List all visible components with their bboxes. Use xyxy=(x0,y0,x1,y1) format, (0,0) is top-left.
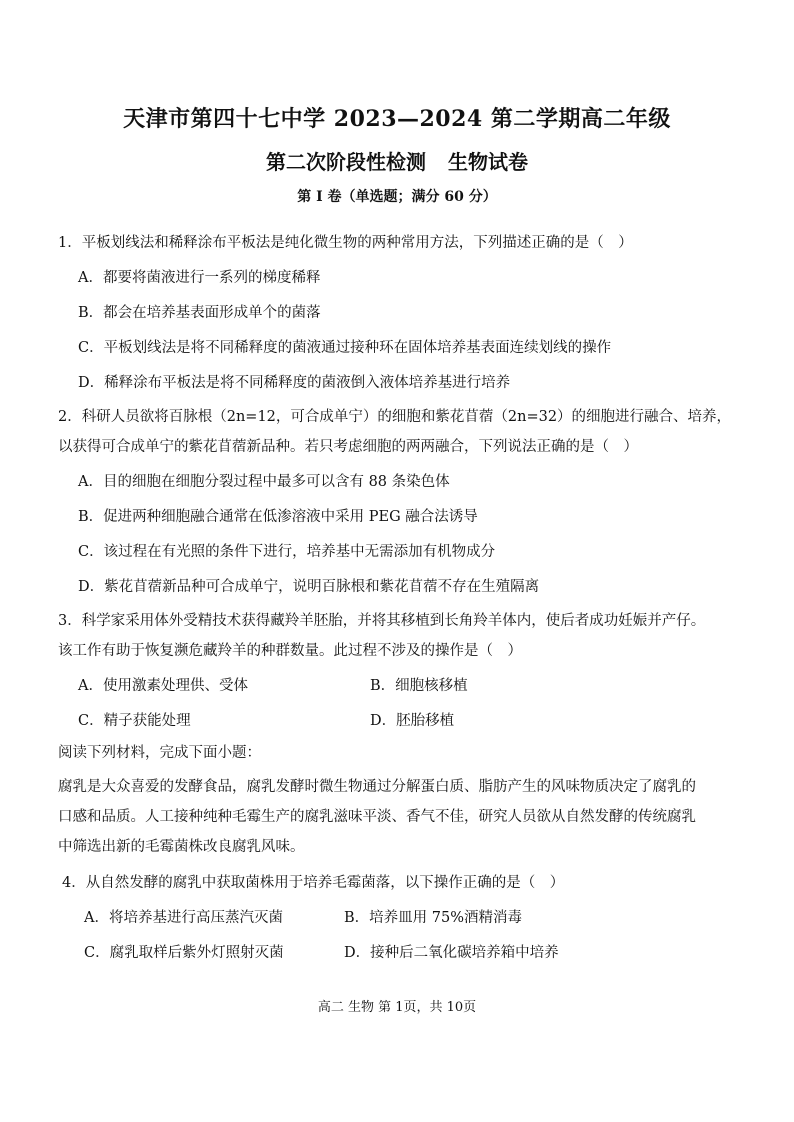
question-1-stem: 1．平板划线法和稀释涂布平板法是纯化微生物的两种常用方法，下列描述正确的是（ ） xyxy=(58,235,633,251)
reading-paragraph-line-1: 腐乳是大众喜爱的发酵食品，腐乳发酵时微生物通过分解蛋白质、脂肪产生的风味物质决定了腐乳的 xyxy=(58,779,696,795)
question-3-stem-line-2: 该工作有助于恢复濒危藏羚羊的种群数量。此过程不涉及的操作是（ ） xyxy=(58,643,522,659)
question-3-option-c: C．精子获能处理 xyxy=(78,713,191,729)
question-2-option-a: A．目的细胞在细胞分裂过程中最多可以含有 88 条染色体 xyxy=(78,474,450,490)
question-4-option-b: B．培养皿用 75%酒精消毒 xyxy=(344,910,522,926)
question-4-stem: 4．从自然发酵的腐乳中获取菌株用于培养毛霉菌落，以下操作正确的是（ ） xyxy=(62,875,565,891)
question-4-options-row-2 xyxy=(58,942,758,964)
question-3-stem-line-1: 3．科学家采用体外受精技术获得藏羚羊胚胎，并将其移植到长角羚羊体内，使后者成功妊娠并产仔。 xyxy=(58,613,706,629)
exam-title-stage: 第二次阶段性检测 xyxy=(266,150,426,174)
question-4-options-row-1 xyxy=(58,907,758,929)
question-3-options-row-1 xyxy=(58,675,758,697)
section-title: 第 I 卷（单选题；满分 60 分） xyxy=(297,189,497,205)
reading-paragraph-line-3: 中筛选出新的毛霉菌株改良腐乳风味。 xyxy=(58,839,305,855)
question-3-option-d: D．胚胎移植 xyxy=(370,713,455,729)
question-4-option-a: A．将培养基进行高压蒸汽灭菌 xyxy=(84,910,283,926)
page-footer: 高二 生物 第 1页，共 10页 xyxy=(317,1000,477,1015)
reading-paragraph-line-2: 口感和品质。人工接种纯种毛霉生产的腐乳滋味平淡、香气不佳，研究人员欲从自然发酵的传统腐乳 xyxy=(58,809,696,825)
exam-title-subject: 生物试卷 xyxy=(448,150,528,174)
question-2-stem-line-1: 2．科研人员欲将百脉根（2n=12，可合成单宁）的细胞和紫花苜蓿（2n=32）的细胞进行融合、培养， xyxy=(58,409,732,425)
question-2-option-c: C．该过程在有光照的条件下进行，培养基中无需添加有机物成分 xyxy=(78,544,496,560)
reading-intro: 阅读下列材料，完成下面小题： xyxy=(58,745,261,761)
question-4-option-d: D．接种后二氧化碳培养箱中培养 xyxy=(344,945,559,961)
question-area xyxy=(58,226,758,964)
question-1-option-c: C．平板划线法是将不同稀释度的菌液通过接种环在固体培养基表面连续划线的操作 xyxy=(78,340,612,356)
question-3-option-a: A．使用激素处理供、受体 xyxy=(78,678,248,694)
question-2-option-b: B．促进两种细胞融合通常在低渗溶液中采用 PEG 融合法诱导 xyxy=(78,509,478,525)
question-3-option-b: B．细胞核移植 xyxy=(370,678,468,694)
exam-title xyxy=(0,146,794,175)
question-1-option-a: A．都要将菌液进行一系列的梯度稀释 xyxy=(78,270,321,286)
school-title: 天津市第四十七中学 2023—2024 第二学期高二年级 xyxy=(123,106,671,132)
question-1-option-d: D．稀释涂布平板法是将不同稀释度的菌液倒入液体培养基进行培养 xyxy=(78,375,511,391)
question-4-option-c: C．腐乳取样后紫外灯照射灭菌 xyxy=(84,945,284,961)
question-2-option-d: D．紫花苜蓿新品种可合成单宁，说明百脉根和紫花苜蓿不存在生殖隔离 xyxy=(78,579,540,595)
question-1-option-b: B．都会在培养基表面形成单个的菌落 xyxy=(78,305,321,321)
question-2-stem-line-2: 以获得可合成单宁的紫花苜蓿新品种。若只考虑细胞的两两融合，下列说法正确的是（ ） xyxy=(58,439,638,455)
question-3-options-row-2 xyxy=(58,710,758,732)
